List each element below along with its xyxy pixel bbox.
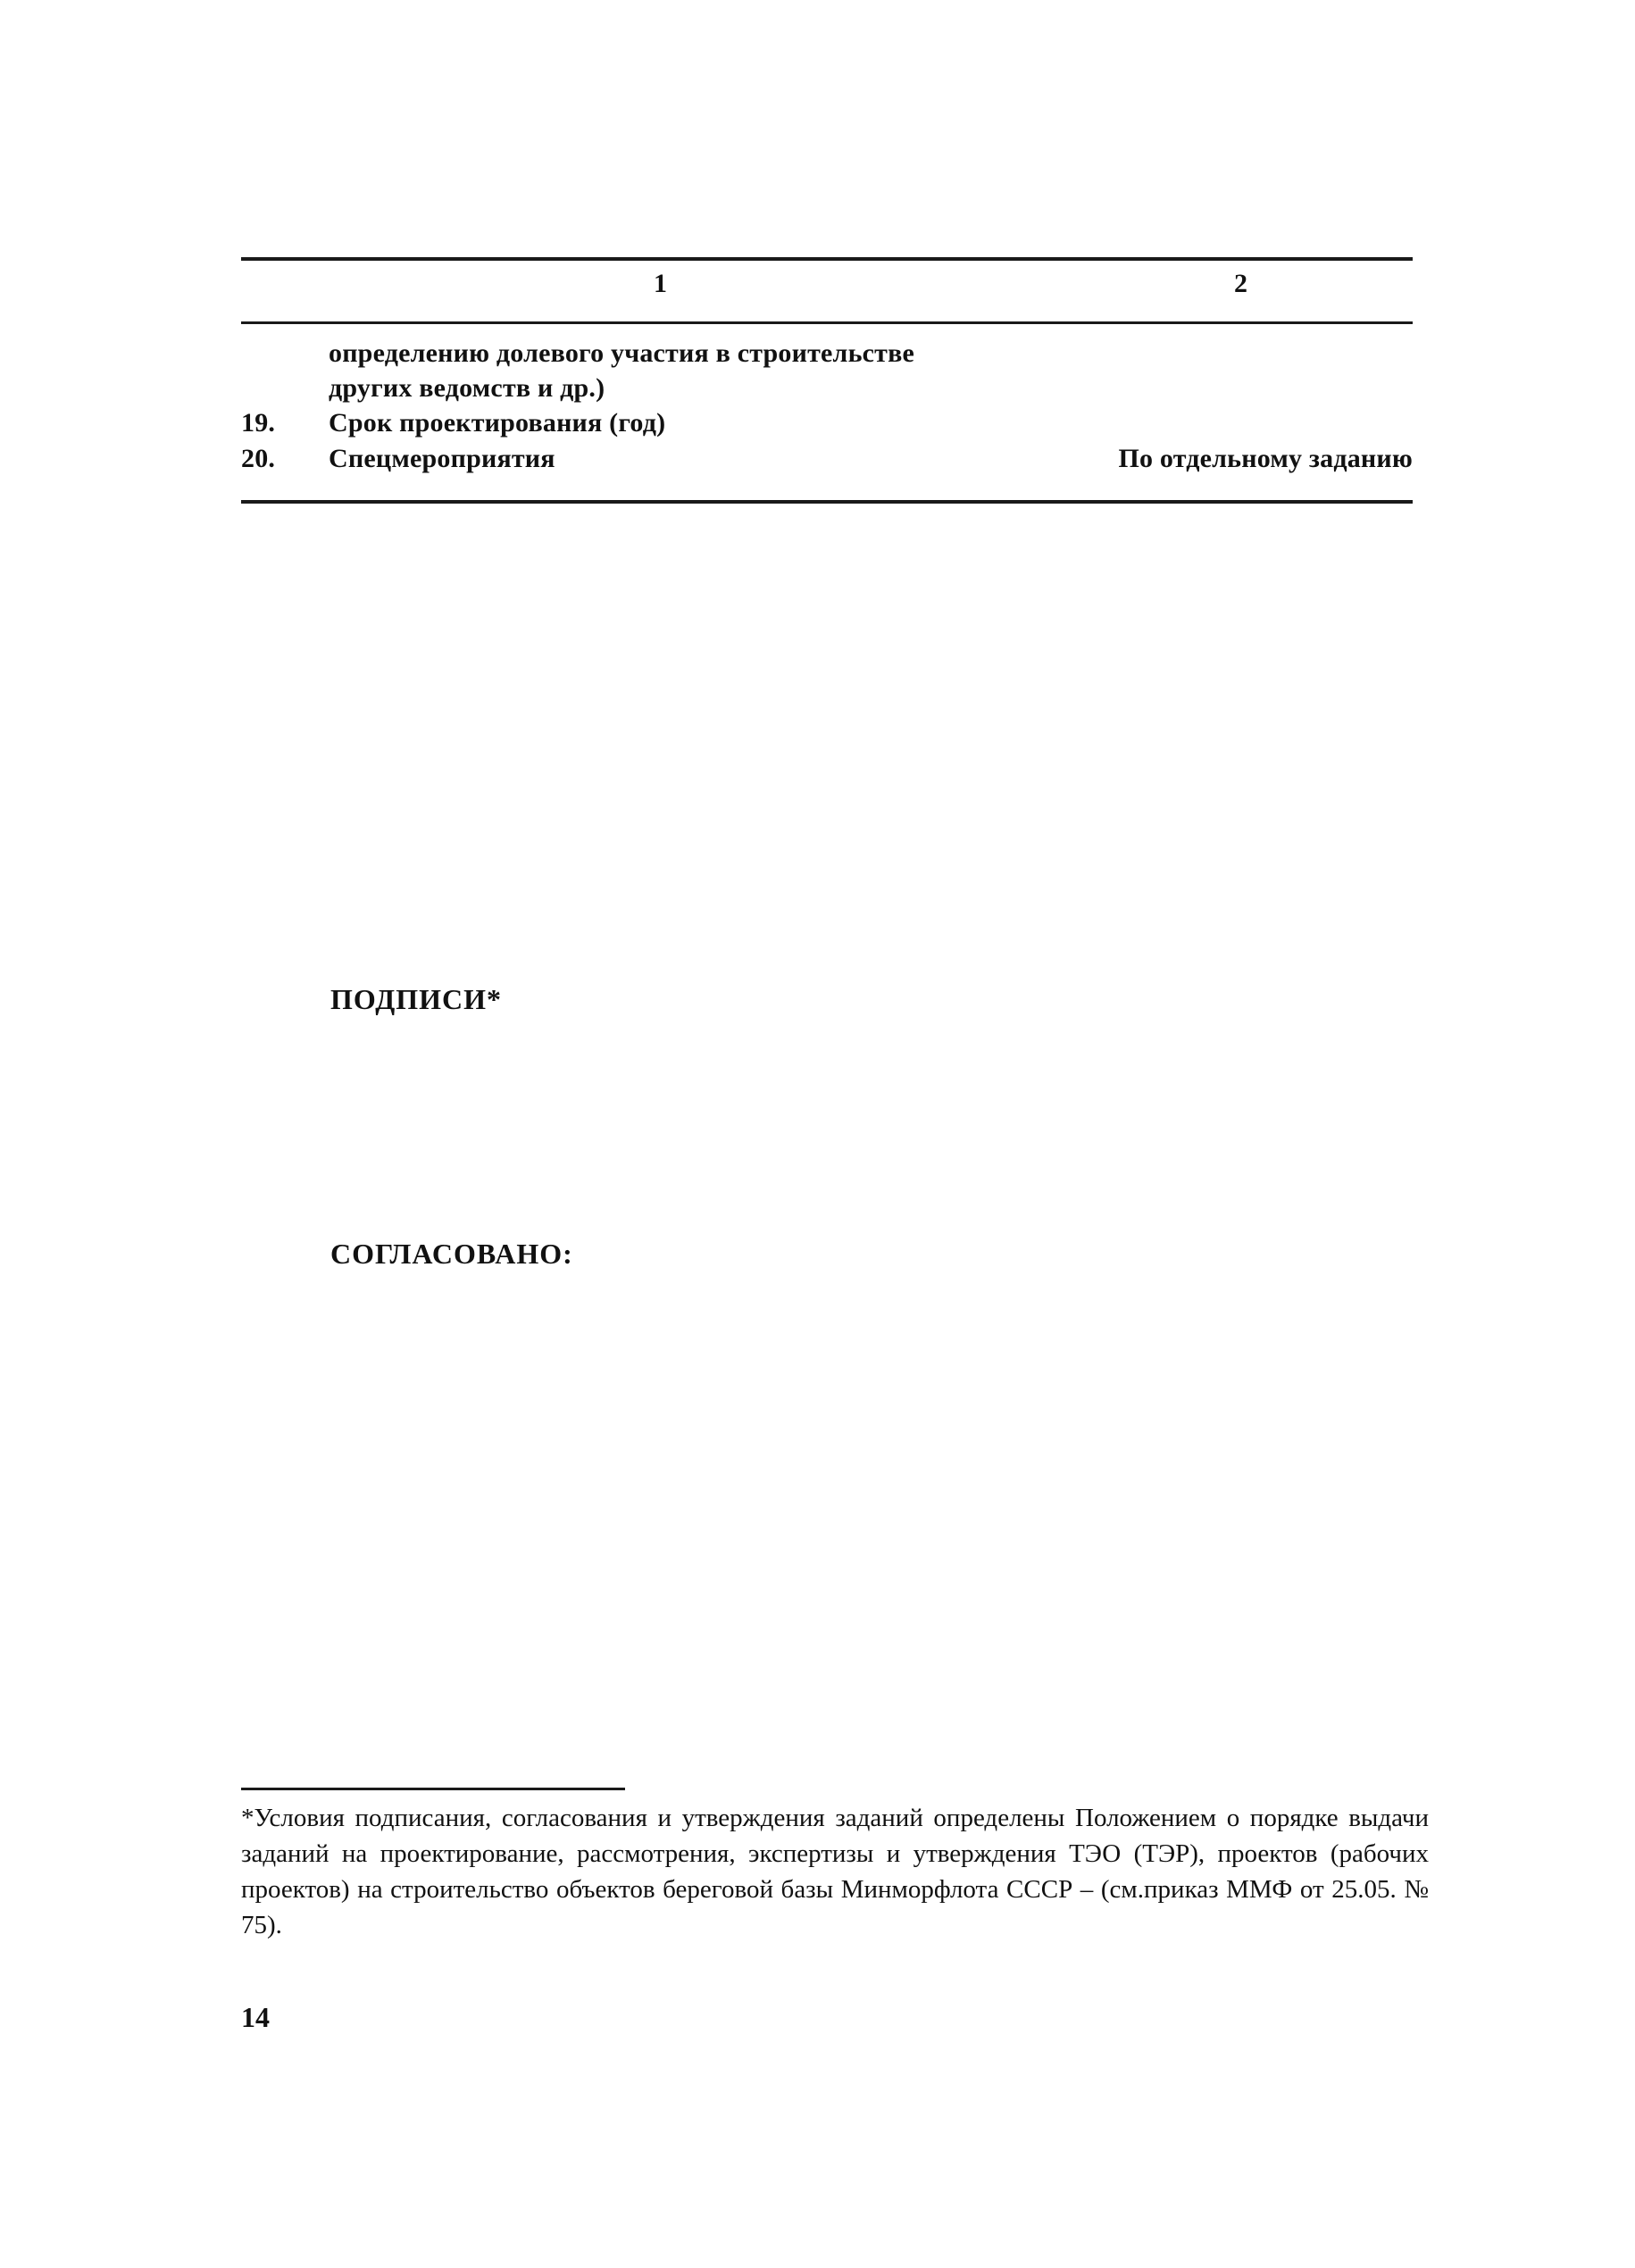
table-continuation-line: других ведомств и др.) xyxy=(329,373,605,403)
table-continuation-line: определению долевого участия в строительстве xyxy=(329,338,915,368)
signatures-heading: ПОДПИСИ* xyxy=(330,983,502,1015)
agreed-heading: СОГЛАСОВАНО: xyxy=(330,1238,573,1270)
table-row-value: По отдельному заданию xyxy=(1118,444,1413,473)
table-top-rule xyxy=(241,257,1413,261)
table-column-header-2: 2 xyxy=(1234,269,1247,298)
footnote-separator xyxy=(241,1788,625,1790)
table-row-text: Срок проектирования (год) xyxy=(329,408,666,438)
table-row-text: Спецмероприятия xyxy=(329,444,555,473)
table-row-number: 20. xyxy=(241,444,276,473)
table-header-rule xyxy=(241,321,1413,324)
table-row-number: 19. xyxy=(241,408,276,438)
footnote-text: *Условия подписания, согласования и утверждения заданий определены Положением о порядке выдачи заданий на проектирование, рассмотрения, экспертизы и утверждения ТЭО (ТЭР), проектов (рабочих проектов) на строительство объектов береговой базы Минморфлота СССР – (см.приказ ММФ от 25.05. № 75). xyxy=(241,1804,1429,1939)
table-column-header-1: 1 xyxy=(654,269,667,298)
page-number: 14 xyxy=(241,2001,270,2033)
table-bottom-rule xyxy=(241,500,1413,504)
